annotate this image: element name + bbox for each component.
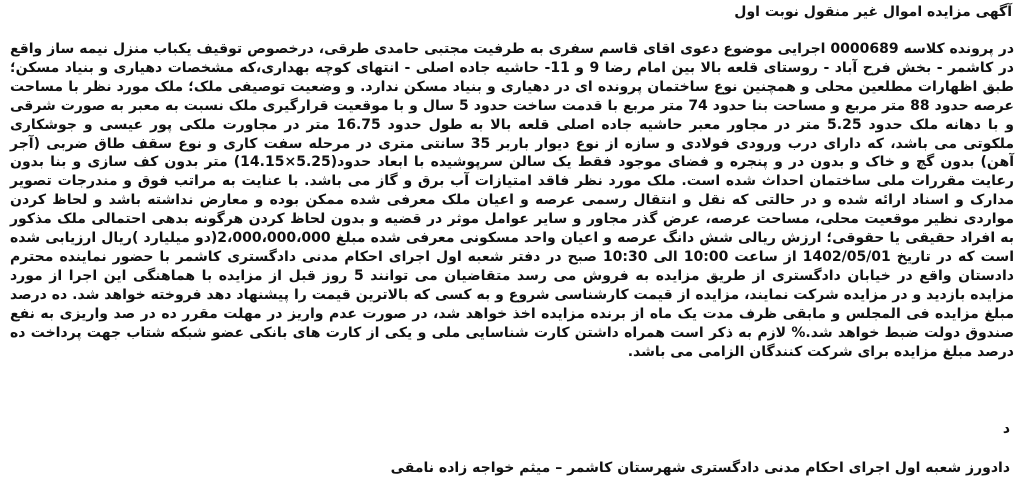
notice-body: در پرونده کلاسه 0000689 اجرایی موضوع دعوی اقای قاسم سفری به طرفیت مجتبی حامدی طرقی، درخصوص توقیف یکباب منزل نیمه ساز واقع در کاشمر - بخش فرح آباد - روستای قلعه بالا بین امام رضا 9 و 11- حاشیه جاده اصلی - انتهای کوچه بهداری،که مشخصات دهیاری و بنیاد مسکن؛ طبق اظهارات مطلعین محلی و همچنین نوع ساختمان پرونده ای در دهیاری و بنیاد مسکن ندارد. و وضعیت توصیفی ملک؛ ملک مورد نظر با مساحت عرصه حدود 88 متر مربع و مساحت بنا حدود 74 متر مربع با قدمت ساخت حدود 5 سال و با موقعیت قرارگیری ملک نسبت به معبر به صورت شرقی و با دهانه ملک حدود 5.25 متر در مجاور معبر حاشیه جاده اصلی قلعه بالا به طول حدود 16.75 متر در مجاورت ملکی پور عیسی و جوشکاری ملکوتی می باشد، که دارای درب ورودی فولادی و سازه از نوع دیوار باربر 35 سانتی متری در مرحله سفت کاری و نوع سقف طاق ضربی (آجر آهن) بدون گچ و خاک و بدون در و پنجره و فضای موجود فقط یک سالن سرپوشیده با ابعاد حدود(5.25×14.15) متر بدون کف سازی و بنا بدون رعایت مقررات ملی ساختمان احداث شده است. ملک مورد نظر فاقد امتیازات آب برق و گاز می باشد. با عنایت به مراتب فوق و مندرجات تصویر مدارک و اسناد ارائه شده و در حالتی که نقل و انتقال رسمی عرصه و اعیان ملک معرفی شده ممکن بوده و معارض نداشته باشد و لحاظ کردن مواردی نظیر موقعیت محلی، مساحت عرصه، عرض گذر مجاور و سایر عوامل موثر در قضیه و بدون لحاظ کردن هرگونه بدهی احتمالی ملک مذکور به افراد حقیقی یا حقوقی؛ ارزش ریالی شش دانگ عرصه و اعیان واحد مسکونی معرفی شده مبلغ 2،000،000،000(دو میلیارد )ریال ارزیابی شده است که در تاریخ 1402/05/01 از ساعت 10:00 الی 10:30 صبح در دفتر شعبه اول اجرای احکام مدنی دادگستری کاشمر با حضور نماینده محترم دادستان واقع در خیابان دادگستری از طریق مزایده به فروش می رسد متقاضیان می توانند 5 روز قبل از مزایده با هماهنگی این اجرا از مورد مزایده بازدید و در مزایده شرکت نمایند، مزایده از قیمت کارشناسی شروع و به کسی که بالاترین قیمت را پیشنهاد دهد فروخته خواهد شد. ده درصد مبلغ مزایده فی المجلس و مابقی ظرف مدت یک ماه از برنده مزایده اخذ خواهد شد، در صورت عدم واریز در مهلت مقرر ده در صد واریزی به نفع صندوق دولت ضبط خواهد شد.% لازم به ذکر است همراه داشتن کارت شناسایی ملی و یکی از کارت های بانکی عضو شبکه شتاب جهت پرداخت ده درصد مبلغ مزایده برای شرکت کنندگان الزامی می باشد. xyxy=(10,41,1015,360)
notice-signature: دادورز شعبه اول اجرای احکام مدنی دادگستری شهرستان کاشمر – میثم خواجه زاده نامقی xyxy=(390,460,1010,476)
notice-letter: د xyxy=(1002,421,1010,437)
notice-title: آگهی مزایده اموال غیر منقول نوبت اول xyxy=(734,4,1012,20)
